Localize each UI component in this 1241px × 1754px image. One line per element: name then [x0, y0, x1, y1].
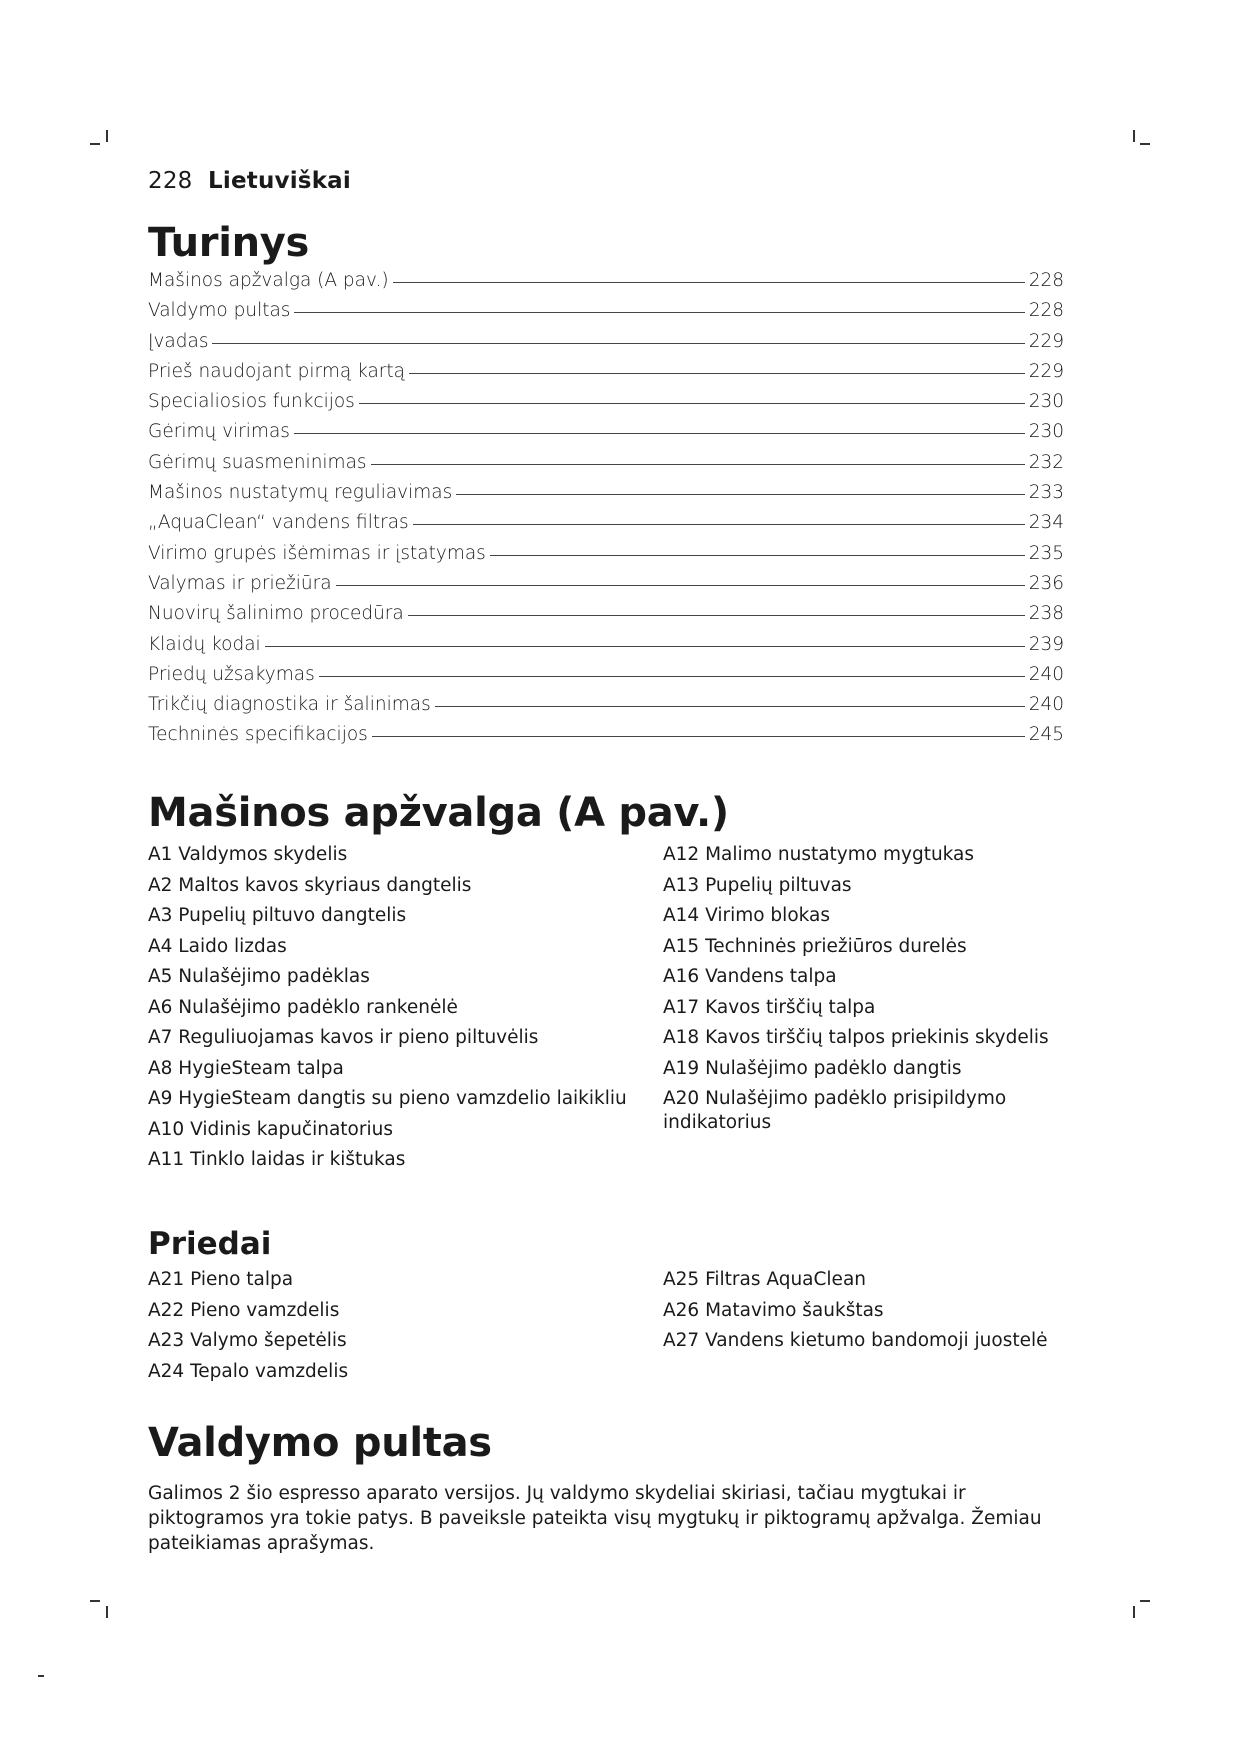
toc-leader-line	[294, 433, 1025, 434]
crop-mark-top-right-h	[1140, 143, 1150, 145]
control-panel-text: Galimos 2 šio espresso aparato versijos. Jų valdymo skydeliai skiriasi, tačiau mygtukai ir piktogramos yra tokie patys. B paveiksle pateikta visų mygtukų ir piktogramų apžvalga. Žemiau pateikiamas aprašymas.	[148, 1483, 1042, 1554]
part-list-item: A16 Vandens talpa	[663, 966, 837, 987]
toc-entry-title: „AquaClean“ vandens filtras	[148, 512, 409, 534]
toc-leader-line	[408, 615, 1025, 616]
toc-leader-line	[336, 585, 1025, 586]
toc-entry[interactable]	[148, 452, 1064, 482]
toc-entry-title: Valymas ir priežiūra	[148, 572, 332, 594]
overview-title: Mašinos apžvalga (A pav.)	[148, 790, 729, 836]
part-list-item: A7 Reguliuojamas kavos ir pieno piltuvėlis	[148, 1027, 539, 1048]
accessories-title: Priedai	[148, 1226, 272, 1262]
toc-entry-page: 236	[1028, 572, 1064, 594]
toc-entry-title: Prieš naudojant pirmą kartą	[148, 360, 405, 382]
part-list-item: A18 Kavos tirščių talpos priekinis skydelis	[663, 1027, 1049, 1048]
crop-mark-corner-bottom	[38, 1675, 44, 1677]
toc-entry[interactable]	[148, 391, 1064, 421]
part-list-item: A26 Matavimo šaukštas	[663, 1299, 884, 1321]
toc-entry-title: Virimo grupės išėmimas ir įstatymas	[148, 542, 486, 564]
crop-mark-bottom-left-h	[90, 1600, 100, 1602]
toc-entry-title: Mašinos apžvalga (A pav.)	[148, 270, 389, 291]
toc-entry-page: 245	[1028, 724, 1064, 746]
toc-leader-line	[409, 373, 1025, 374]
part-list-item: A5 Nulašėjimo padėklas	[148, 966, 370, 987]
part-list-item: A8 HygieSteam talpa	[148, 1057, 344, 1079]
toc-entry[interactable]	[148, 634, 1064, 664]
part-list-item: A2 Maltos kavos skyriaus dangtelis	[148, 874, 472, 896]
toc-leader-line	[456, 494, 1024, 495]
accessories-left-column	[148, 1268, 663, 1390]
toc-title: Turinys	[148, 220, 310, 266]
toc-entry-title: Gėrimų suasmeninimas	[148, 451, 367, 473]
part-list-item: A10 Vidinis kapučinatorius	[148, 1118, 393, 1140]
part-list-item: A25 Filtras AquaClean	[663, 1269, 867, 1290]
page-number: 228	[148, 168, 193, 194]
part-list-item: A9 HygieSteam dangtis su pieno vamzdelio laikikliu	[148, 1088, 627, 1109]
toc-entry-title: Priedų užsakymas	[148, 663, 315, 685]
toc-entry[interactable]	[148, 512, 1064, 542]
part-list-item: A11 Tinklo laidas ir kištukas	[148, 1149, 406, 1170]
toc-entry-page: 239	[1028, 633, 1064, 655]
toc-leader-line	[393, 282, 1025, 283]
crop-mark-top-left-v	[106, 130, 108, 142]
toc-entry[interactable]	[148, 573, 1064, 603]
part-list-item: A21 Pieno talpa	[148, 1269, 294, 1290]
toc-entry[interactable]	[148, 543, 1064, 573]
part-list-item: A27 Vandens kietumo bandomoji juostelė	[663, 1330, 1048, 1351]
toc-entry-title: Specialiosios funkcijos	[148, 391, 355, 413]
toc-entry-page: 229	[1028, 360, 1064, 382]
toc-entry-title: Nuovirų šalinimo procedūra	[148, 603, 404, 625]
control-panel-title: Valdymo pultas	[148, 1420, 492, 1466]
part-list-item: A4 Laido lizdas	[148, 935, 287, 957]
accessories-list	[148, 1268, 1108, 1390]
part-list-item: A22 Pieno vamzdelis	[148, 1299, 340, 1321]
toc-leader-line	[212, 343, 1024, 344]
part-list-item: A13 Pupelių piltuvas	[663, 874, 852, 896]
toc-entry-page: 235	[1028, 542, 1064, 564]
toc-entry-page: 240	[1028, 694, 1064, 716]
part-list-item: A15 Techninės priežiūros durelės	[663, 935, 967, 957]
toc-entry-page: 232	[1028, 451, 1064, 473]
part-list-item: A3 Pupelių piltuvo dangtelis	[148, 905, 407, 926]
toc-leader-line	[294, 312, 1024, 313]
toc-entry-page: 230	[1028, 391, 1064, 413]
page-header	[148, 168, 351, 194]
toc-leader-line	[359, 403, 1025, 404]
toc-entry-title: Įvadas	[148, 330, 209, 352]
toc-entry-page: 228	[1028, 270, 1064, 291]
table-of-contents	[148, 270, 1064, 755]
toc-leader-line	[490, 555, 1025, 556]
toc-leader-line	[372, 736, 1025, 737]
overview-list	[148, 843, 1108, 1179]
part-list-item: A24 Tepalo vamzdelis	[148, 1360, 349, 1382]
part-list-item: A1 Valdymos skydelis	[148, 844, 348, 865]
toc-entry[interactable]	[148, 361, 1064, 391]
toc-entry[interactable]	[148, 603, 1064, 633]
toc-entry[interactable]	[148, 694, 1064, 724]
toc-leader-line	[413, 524, 1025, 525]
part-list-item: A6 Nulašėjimo padėklo rankenėlė	[148, 996, 458, 1018]
crop-mark-top-left-h	[90, 143, 100, 145]
toc-leader-line	[319, 676, 1025, 677]
part-list-item: A19 Nulašėjimo padėklo dangtis	[663, 1057, 962, 1079]
part-list-item: A23 Valymo šepetėlis	[148, 1330, 347, 1351]
accessories-right-column	[663, 1268, 1108, 1390]
part-list-item: A14 Virimo blokas	[663, 905, 830, 926]
toc-entry[interactable]	[148, 331, 1064, 361]
toc-entry[interactable]	[148, 664, 1064, 694]
overview-right-column	[663, 843, 1108, 1179]
crop-mark-bottom-left-v	[106, 1606, 108, 1618]
toc-entry-page: 234	[1028, 512, 1064, 534]
part-list-item: A17 Kavos tirščių talpa	[663, 996, 876, 1018]
toc-entry-title: Trikčių diagnostika ir šalinimas	[148, 694, 431, 716]
toc-entry-page: 228	[1028, 300, 1064, 322]
crop-mark-top-right-v	[1133, 130, 1135, 142]
toc-entry-page: 229	[1028, 330, 1064, 352]
toc-entry-page: 238	[1028, 603, 1064, 625]
toc-entry-page: 240	[1028, 663, 1064, 685]
crop-mark-bottom-right-v	[1133, 1606, 1135, 1618]
toc-entry-title: Valdymo pultas	[148, 300, 291, 322]
overview-left-column	[148, 843, 663, 1179]
part-list-item: A12 Malimo nustatymo mygtukas	[663, 844, 975, 865]
toc-entry[interactable]	[148, 421, 1064, 451]
toc-leader-line	[371, 464, 1025, 465]
page-language: Lietuviškai	[208, 168, 351, 194]
toc-entry-page: 233	[1028, 482, 1064, 504]
toc-entry-title: Techninės specifikacijos	[148, 724, 368, 746]
toc-entry-title: Gėrimų virimas	[148, 421, 290, 443]
toc-entry-title: Mašinos nustatymų reguliavimas	[148, 482, 453, 504]
toc-entry-page: 230	[1028, 421, 1064, 443]
part-list-item: A20 Nulašėjimo padėklo prisipildymo indikatorius	[663, 1088, 1007, 1133]
toc-leader-line	[435, 706, 1025, 707]
toc-entry[interactable]	[148, 300, 1064, 330]
crop-mark-bottom-right-h	[1140, 1600, 1150, 1602]
toc-entry[interactable]	[148, 724, 1064, 754]
toc-leader-line	[265, 646, 1025, 647]
toc-entry[interactable]	[148, 482, 1064, 512]
toc-entry-title: Klaidų kodai	[148, 633, 261, 655]
toc-entry[interactable]	[148, 270, 1064, 300]
